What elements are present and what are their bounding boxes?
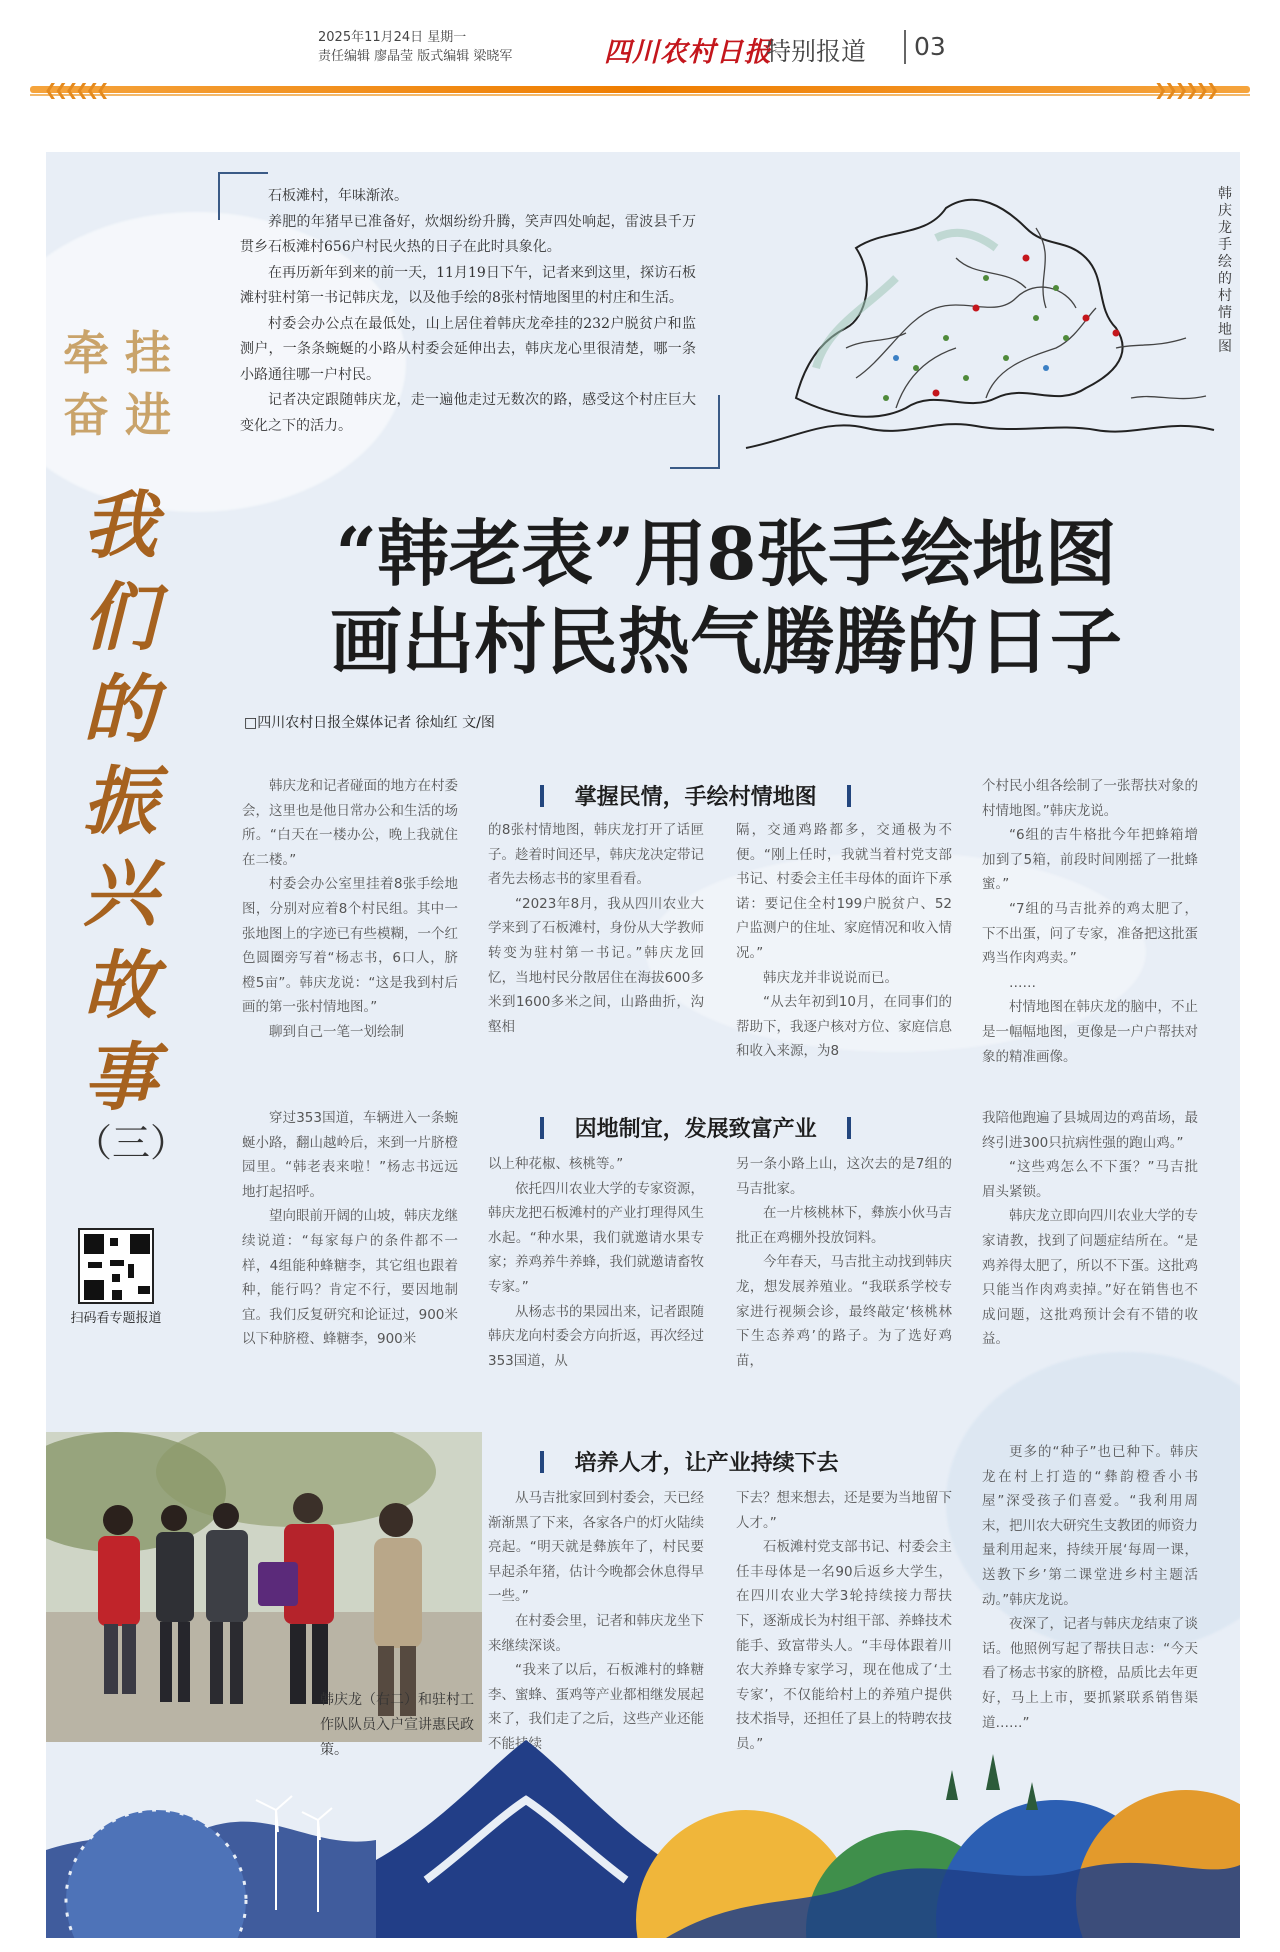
- headline: [296, 510, 1156, 686]
- hand-drawn-village-map: [736, 168, 1216, 490]
- intro-paragraph: 在再历新年到来的前一天，11月19日下午，记者来到这里，探访石板滩村驻村第一书记韩庆龙，以及他手绘的8张村情地图里的村庄和生活。: [240, 264, 696, 306]
- headline-line-1: “韩老表”用8张手绘地图: [335, 511, 1117, 596]
- caption-char: 奋: [63, 388, 109, 442]
- body-column-e: 穿过353国道，车辆进入一条蜿蜒小路，翻山越岭后，来到一片脐橙园里。“韩老表来啦！”杨志书远远地打起招呼。 望向眼前开阔的山坡，韩庆龙继续说道：“每家每户的条件都不一样，4组能种蜂糖李，其它组也跟着种，能行吗？肯定不行，要因地制宜。我们反复研究和论证过，900米以下种脐橙、蜂糖李，900米: [242, 1110, 458, 1348]
- body-column-g: 另一条小路上山，这次去的是7组的马吉批家。 在一片核桃林下，彝族小伙马吉批正在鸡棚外投放饲料。 今年春天，马吉批主动找到韩庆龙，想发展养殖业。“我联系学校专家进行视频会诊，最终敲定‘核桃林下生态养鸡’的路子。为了选好鸡苗，: [736, 1156, 952, 1369]
- date-line: 2025年11月24日 星期一: [318, 30, 467, 45]
- body-column-j: 下去？想来想去，还是要为当地留下人才。” 石板滩村党支部书记、村委会主任丰母体是一名90后返乡大学生，在四川农业大学3轮持续接力帮扶下，逐渐成长为村组干部、养蜂技术能手、致富带头人。“丰母体跟着川农大养蜂专家学习，现在他成了‘土专家’，不仅能给村上的养殖户提供技术指导，还担任了县上的特聘农技员。”: [736, 1490, 952, 1752]
- photo-caption: 韩庆龙（右二）和驻村工作队队员入户宣讲惠民政策。: [320, 1692, 474, 1758]
- masthead-rule: [30, 80, 1250, 98]
- chevron-left-ornament-icon: ❮❮❮❮❮❮: [44, 80, 107, 99]
- headline-line-2: 画出村民热气腾腾的日子: [329, 599, 1122, 684]
- caption-char: 挂: [125, 326, 171, 380]
- intro-paragraph: 村委会办公点在最低处，山上居住着韩庆龙牵挂的232户脱贫户和监测户，一条条蜿蜒的小路从村委会延伸出去，韩庆龙心里很清楚，哪一条小路通往哪一户村民。: [240, 315, 696, 383]
- decorative-landscape: [46, 1650, 1240, 1938]
- body-column-a: 韩庆龙和记者碰面的地方在村委会，这里也是他日常办公和生活的场所。“白天在一楼办公，晚上我就住在二楼。” 村委会办公室里挂着8张手绘地图，分别对应着8个村民组。其中一张地图上的字迹已有些模糊，一个红色圆圈旁写着“杨志书，6口人，脐橙5亩”。韩庆龙说：“这是我到村后画的第一张村情地图。” 聊到自己一笔一划绘制: [242, 778, 458, 1040]
- body-column-b: 的8张村情地图，韩庆龙打开了话匣子。趁着时间还早，韩庆龙决定带记者先去杨志书的家里看看。 “2023年8月，我从四川农业大学来到了石板滩村，身份从大学教师转变为驻村第一书记。”韩庆龙回忆，当地村民分散居住在海拔600多米到1600多米之间，山路曲折，沟壑相: [488, 822, 704, 1035]
- section-name: 特别报道: [766, 37, 867, 66]
- masthead-divider: [904, 30, 906, 64]
- body-column-d: 个村民小组各绘制了一张帮扶对象的村情地图。”韩庆龙说。 “6组的吉牛格批今年把蜂箱增加到了5箱，前段时间刚摇了一批蜂蜜。” “7组的马吉批养的鸡太肥了，下不出蛋，问了专家，准备把这批蛋鸡当作肉鸡卖。” …… 村情地图在韩庆龙的脑中，不止是一幅幅地图，更像是一户户帮扶对象的精准画像。: [982, 778, 1198, 1065]
- section-heading-3: 培养人才，让产业持续下去: [540, 1446, 839, 1477]
- series-title: 我们的振兴故事: [83, 483, 157, 1121]
- masthead-meta: [318, 28, 512, 66]
- intro-paragraph: 记者决定跟随韩庆龙，走一遍他走过无数次的路，感受这个村庄巨大变化之下的活力。: [240, 392, 696, 434]
- body-column-f: 以上种花椒、核桃等。” 依托四川农业大学的专家资源，韩庆龙把石板滩村的产业打理得风生水起。“种水果，我们就邀请水果专家；养鸡养牛养蜂，我们就邀请畜牧专家。” 从杨志书的果园出来，记者跟随韩庆龙向村委会方向折返，再次经过353国道，从: [488, 1156, 704, 1369]
- intro-text: [240, 184, 696, 439]
- qr-code-icon[interactable]: [78, 1228, 154, 1304]
- caption-char: 进: [125, 388, 171, 442]
- caption-block: [58, 325, 184, 451]
- section-heading-2: 因地制宜，发展致富产业: [540, 1112, 851, 1143]
- paper-logo: 四川农村日报: [604, 37, 772, 68]
- body-column-k: 更多的“种子”也已种下。韩庆龙在村上打造的“彝韵橙香小书屋”深受孩子们喜爱。“我利用周末，把川农大研究生支教团的师资力量利用起来，持续开展‘每周一课，送教下乡’第二课堂进乡村主题活动。”韩庆龙说。 夜深了，记者与韩庆龙结束了谈话。他照例写起了帮扶日志：“今天看了杨志书家的脐橙，品质比去年更好，马上上市，要抓紧联系销售渠道……”: [982, 1444, 1198, 1731]
- body-column-h: 我陪他跑遍了县城周边的鸡苗场，最终引进300只抗病性强的跑山鸡。” “这些鸡怎么不下蛋？”马吉批眉头紧锁。 韩庆龙立即向四川农业大学的专家请教，找到了问题症结所在。“是鸡养得太肥了，所以不下蛋。这批鸡只能当作肉鸡卖掉。”好在销售也不成问题，这批鸡预计会有不错的收益。: [982, 1110, 1198, 1348]
- body-column-c: 隔，交通鸡路都多，交通极为不便。“刚上任时，我就当着村党支部书记、村委会主任丰母体的面许下承诺：要记住全村199户脱贫户、52户监测户的住址、家庭情况和收入情况。” 韩庆龙并非说说而已。 “从去年初到10月，在同事们的帮助下，我逐户核对方位、家庭信息和收入来源，为8: [736, 822, 952, 1060]
- section-heading-1: 掌握民情，手绘村情地图: [540, 780, 851, 811]
- intro-paragraph: 石板滩村，年味渐浓。: [268, 188, 408, 204]
- caption-char: 牵: [63, 326, 109, 380]
- qr-label: 扫码看专题报道: [70, 1311, 162, 1326]
- byline: □四川农村日报全媒体记者 徐灿红 文/图: [244, 715, 495, 731]
- chevron-right-ornament-icon: ❯❯❯❯❯❯: [1154, 80, 1217, 99]
- body-column-i: 从马吉批家回到村委会，天已经渐渐黑了下来，各家各户的灯火陆续亮起。“明天就是彝族年了，村民要早起杀年猪，估计今晚都会休息得早一些。” 在村委会里，记者和韩庆龙坐下来继续深谈。 “我来了以后，石板滩村的蜂糖李、蜜蜂、蛋鸡等产业都相继发展起来了，我们走了之后，这些产业还能不能持续: [488, 1490, 704, 1752]
- editor-line: 责任编辑 廖晶莹 版式编辑 梁晓军: [318, 49, 513, 64]
- series-number: （三）: [74, 1121, 189, 1165]
- map-caption: 韩庆龙手绘的村情地图: [1218, 186, 1232, 355]
- intro-paragraph: 养肥的年猪早已准备好，炊烟纷纷升腾，笑声四处响起，雷波县千万贯乡石板滩村656户村民火热的日子在此时具象化。: [240, 213, 696, 255]
- page-number: 03: [914, 32, 946, 61]
